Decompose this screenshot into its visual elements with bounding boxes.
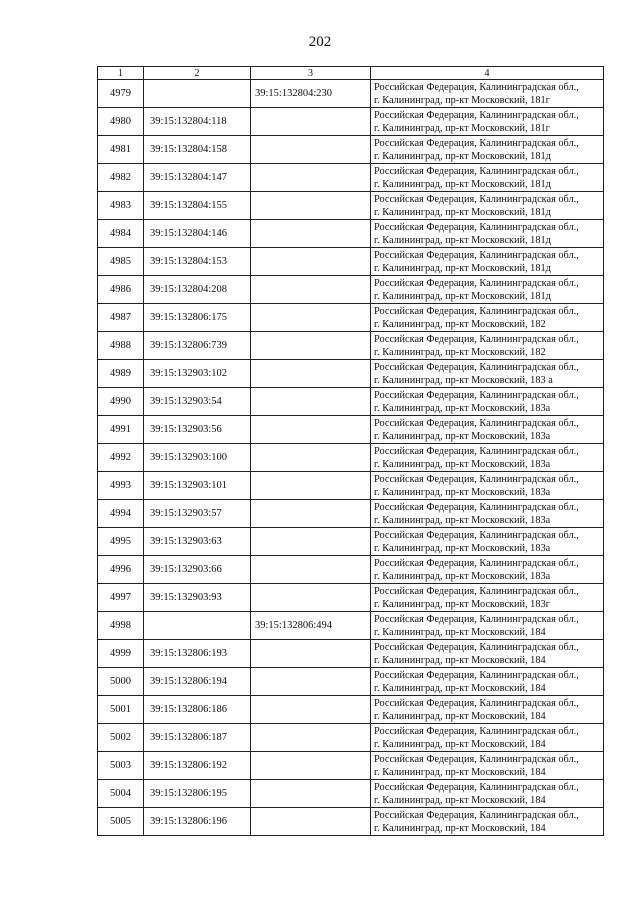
address-cell	[371, 136, 604, 164]
column-header-2: 2	[144, 67, 251, 80]
row-number-cell: 4995	[98, 528, 144, 556]
address-cell	[371, 472, 604, 500]
cadastral-number-cell: 39:15:132806:194	[144, 668, 251, 696]
column-header-4: 4	[371, 67, 604, 80]
address-line-region: Российская Федерация, Калининградская обл.,	[374, 81, 579, 93]
land-parcel-number-cell: 39:15:132806:494	[251, 612, 371, 640]
address-cell	[371, 780, 604, 808]
table-body	[98, 67, 604, 836]
address-cell	[371, 556, 604, 584]
address-line-region: Российская Федерация, Калининградская обл.,	[374, 193, 579, 205]
land-parcel-number-cell	[251, 696, 371, 724]
cadastral-number-cell	[144, 80, 251, 108]
land-parcel-number-cell	[251, 388, 371, 416]
land-parcel-number-cell	[251, 500, 371, 528]
table-row	[98, 444, 604, 472]
cadastral-number-cell: 39:15:132806:175	[144, 304, 251, 332]
row-number-cell: 4992	[98, 444, 144, 472]
address-line-region: Российская Федерация, Калининградская обл.,	[374, 697, 579, 709]
row-number-cell: 4990	[98, 388, 144, 416]
address-line-region: Российская Федерация, Калининградская обл.,	[374, 809, 579, 821]
table-row	[98, 808, 604, 836]
row-number-cell: 4998	[98, 612, 144, 640]
address-cell	[371, 500, 604, 528]
table-row	[98, 136, 604, 164]
cadastral-number-cell: 39:15:132903:101	[144, 472, 251, 500]
row-number-cell: 4993	[98, 472, 144, 500]
table-header-row	[98, 67, 604, 80]
address-line-region: Российская Федерация, Калининградская обл.,	[374, 781, 579, 793]
land-parcel-number-cell	[251, 472, 371, 500]
land-parcel-number-cell	[251, 276, 371, 304]
cadastral-number-cell: 39:15:132806:739	[144, 332, 251, 360]
cadastral-number-cell: 39:15:132806:187	[144, 724, 251, 752]
row-number-cell: 4980	[98, 108, 144, 136]
land-parcel-number-cell	[251, 136, 371, 164]
row-number-cell: 5002	[98, 724, 144, 752]
address-line-region: Российская Федерация, Калининградская обл.,	[374, 585, 579, 597]
address-line-region: Российская Федерация, Калининградская обл.,	[374, 165, 579, 177]
row-number-cell: 5004	[98, 780, 144, 808]
address-line-street: г. Калининград, пр-кт Московский, 183а	[374, 430, 551, 442]
row-number-cell: 4989	[98, 360, 144, 388]
table-row	[98, 724, 604, 752]
column-header-1: 1	[98, 67, 144, 80]
land-parcel-number-cell: 39:15:132804:230	[251, 80, 371, 108]
address-line-region: Российская Федерация, Калининградская обл.,	[374, 753, 579, 765]
address-line-street: г. Калининград, пр-кт Московский, 181д	[374, 178, 551, 190]
row-number-cell: 5001	[98, 696, 144, 724]
row-number-cell: 4994	[98, 500, 144, 528]
cadastral-number-cell: 39:15:132804:153	[144, 248, 251, 276]
address-cell	[371, 388, 604, 416]
table-row	[98, 80, 604, 108]
row-number-cell: 4986	[98, 276, 144, 304]
address-line-street: г. Калининград, пр-кт Московский, 181д	[374, 290, 551, 302]
address-cell	[371, 668, 604, 696]
address-cell	[371, 808, 604, 836]
address-line-region: Российская Федерация, Калининградская обл.,	[374, 249, 579, 261]
address-cell	[371, 192, 604, 220]
address-line-region: Российская Федерация, Калининградская обл.,	[374, 641, 579, 653]
table-row	[98, 472, 604, 500]
address-line-region: Российская Федерация, Калининградская обл.,	[374, 389, 579, 401]
address-cell	[371, 164, 604, 192]
land-parcel-number-cell	[251, 528, 371, 556]
cadastral-table	[97, 66, 604, 836]
table-row	[98, 752, 604, 780]
address-cell	[371, 612, 604, 640]
address-cell	[371, 752, 604, 780]
table-row	[98, 360, 604, 388]
address-line-street: г. Калининград, пр-кт Московский, 181г	[374, 94, 550, 106]
address-line-street: г. Калининград, пр-кт Московский, 181д	[374, 206, 551, 218]
table-row	[98, 164, 604, 192]
cadastral-number-cell: 39:15:132804:147	[144, 164, 251, 192]
cadastral-number-cell: 39:15:132804:155	[144, 192, 251, 220]
address-line-region: Российская Федерация, Калининградская обл.,	[374, 669, 579, 681]
address-line-region: Российская Федерация, Калининградская обл.,	[374, 361, 579, 373]
row-number-cell: 5003	[98, 752, 144, 780]
row-number-cell: 4982	[98, 164, 144, 192]
address-line-street: г. Калининград, пр-кт Московский, 181д	[374, 234, 551, 246]
table-row	[98, 584, 604, 612]
address-line-street: г. Калининград, пр-кт Московский, 184	[374, 654, 546, 666]
address-line-street: г. Калининград, пр-кт Московский, 182	[374, 318, 546, 330]
address-cell	[371, 584, 604, 612]
land-parcel-number-cell	[251, 304, 371, 332]
column-header-3: 3	[251, 67, 371, 80]
row-number-cell: 4983	[98, 192, 144, 220]
address-cell	[371, 248, 604, 276]
address-line-street: г. Калининград, пр-кт Московский, 183а	[374, 514, 551, 526]
address-line-street: г. Калининград, пр-кт Московский, 184	[374, 794, 546, 806]
table-row	[98, 780, 604, 808]
address-cell	[371, 528, 604, 556]
land-parcel-number-cell	[251, 248, 371, 276]
cadastral-number-cell: 39:15:132903:66	[144, 556, 251, 584]
table-row	[98, 500, 604, 528]
address-cell	[371, 696, 604, 724]
land-parcel-number-cell	[251, 332, 371, 360]
table-row	[98, 556, 604, 584]
land-parcel-number-cell	[251, 584, 371, 612]
cadastral-number-cell: 39:15:132903:56	[144, 416, 251, 444]
land-parcel-number-cell	[251, 444, 371, 472]
address-line-region: Российская Федерация, Калининградская обл.,	[374, 137, 579, 149]
address-line-region: Российская Федерация, Калининградская обл.,	[374, 473, 579, 485]
cadastral-number-cell: 39:15:132806:186	[144, 696, 251, 724]
address-line-street: г. Калининград, пр-кт Московский, 184	[374, 822, 546, 834]
table-row	[98, 332, 604, 360]
address-cell	[371, 332, 604, 360]
row-number-cell: 4987	[98, 304, 144, 332]
address-line-region: Российская Федерация, Калининградская обл.,	[374, 445, 579, 457]
address-line-street: г. Калининград, пр-кт Московский, 183а	[374, 570, 551, 582]
row-number-cell: 5000	[98, 668, 144, 696]
land-parcel-number-cell	[251, 164, 371, 192]
address-line-region: Российская Федерация, Калининградская обл.,	[374, 277, 579, 289]
table-row	[98, 640, 604, 668]
cadastral-number-cell: 39:15:132806:195	[144, 780, 251, 808]
address-line-street: г. Калининград, пр-кт Московский, 184	[374, 682, 546, 694]
cadastral-number-cell: 39:15:132804:118	[144, 108, 251, 136]
address-line-street: г. Калининград, пр-кт Московский, 183а	[374, 458, 551, 470]
table-row	[98, 304, 604, 332]
address-line-street: г. Калининград, пр-кт Московский, 183г	[374, 598, 550, 610]
land-parcel-number-cell	[251, 360, 371, 388]
address-line-street: г. Калининград, пр-кт Московский, 181д	[374, 150, 551, 162]
table-row	[98, 668, 604, 696]
cadastral-number-cell: 39:15:132903:93	[144, 584, 251, 612]
address-line-street: г. Калининград, пр-кт Московский, 182	[374, 346, 546, 358]
cadastral-number-cell: 39:15:132804:158	[144, 136, 251, 164]
address-cell	[371, 724, 604, 752]
address-cell	[371, 444, 604, 472]
table-row	[98, 696, 604, 724]
table-row	[98, 248, 604, 276]
address-cell	[371, 80, 604, 108]
address-line-region: Российская Федерация, Калининградская обл.,	[374, 417, 579, 429]
address-cell	[371, 640, 604, 668]
cadastral-number-cell	[144, 612, 251, 640]
table-row	[98, 388, 604, 416]
address-line-region: Российская Федерация, Калининградская обл.,	[374, 109, 579, 121]
address-cell	[371, 304, 604, 332]
address-line-region: Российская Федерация, Калининградская обл.,	[374, 529, 579, 541]
address-line-street: г. Калининград, пр-кт Московский, 184	[374, 626, 546, 638]
table-row	[98, 416, 604, 444]
land-parcel-number-cell	[251, 192, 371, 220]
cadastral-number-cell: 39:15:132903:102	[144, 360, 251, 388]
address-line-street: г. Калининград, пр-кт Московский, 181д	[374, 262, 551, 274]
row-number-cell: 4979	[98, 80, 144, 108]
address-line-region: Российская Федерация, Калининградская обл.,	[374, 613, 579, 625]
row-number-cell: 4991	[98, 416, 144, 444]
address-line-region: Российская Федерация, Калининградская обл.,	[374, 501, 579, 513]
land-parcel-number-cell	[251, 640, 371, 668]
land-parcel-number-cell	[251, 416, 371, 444]
cadastral-number-cell: 39:15:132806:193	[144, 640, 251, 668]
table-row	[98, 220, 604, 248]
table-row	[98, 528, 604, 556]
address-cell	[371, 276, 604, 304]
row-number-cell: 4999	[98, 640, 144, 668]
address-line-street: г. Калининград, пр-кт Московский, 184	[374, 710, 546, 722]
row-number-cell: 5005	[98, 808, 144, 836]
address-line-street: г. Калининград, пр-кт Московский, 181г	[374, 122, 550, 134]
land-parcel-number-cell	[251, 808, 371, 836]
row-number-cell: 4981	[98, 136, 144, 164]
address-line-street: г. Калининград, пр-кт Московский, 184	[374, 738, 546, 750]
address-line-region: Российская Федерация, Калининградская обл.,	[374, 557, 579, 569]
address-cell	[371, 108, 604, 136]
land-parcel-number-cell	[251, 220, 371, 248]
table-row	[98, 192, 604, 220]
address-line-street: г. Калининград, пр-кт Московский, 183а	[374, 486, 551, 498]
cadastral-number-cell: 39:15:132903:57	[144, 500, 251, 528]
row-number-cell: 4996	[98, 556, 144, 584]
cadastral-number-cell: 39:15:132903:54	[144, 388, 251, 416]
cadastral-number-cell: 39:15:132806:196	[144, 808, 251, 836]
cadastral-number-cell: 39:15:132903:100	[144, 444, 251, 472]
cadastral-number-cell: 39:15:132903:63	[144, 528, 251, 556]
row-number-cell: 4988	[98, 332, 144, 360]
address-line-region: Российская Федерация, Калининградская обл.,	[374, 305, 579, 317]
page-number: 202	[308, 34, 332, 50]
row-number-cell: 4984	[98, 220, 144, 248]
table-row	[98, 276, 604, 304]
land-parcel-number-cell	[251, 780, 371, 808]
land-parcel-number-cell	[251, 668, 371, 696]
address-line-region: Российская Федерация, Калининградская обл.,	[374, 333, 579, 345]
land-parcel-number-cell	[251, 752, 371, 780]
land-parcel-number-cell	[251, 724, 371, 752]
table-row	[98, 612, 604, 640]
table-row	[98, 108, 604, 136]
address-cell	[371, 416, 604, 444]
land-parcel-number-cell	[251, 108, 371, 136]
address-line-region: Российская Федерация, Калининградская обл.,	[374, 221, 579, 233]
row-number-cell: 4985	[98, 248, 144, 276]
address-line-street: г. Калининград, пр-кт Московский, 183а	[374, 402, 551, 414]
address-cell	[371, 220, 604, 248]
address-line-street: г. Калининград, пр-кт Московский, 183 а	[374, 374, 553, 386]
cadastral-number-cell: 39:15:132804:208	[144, 276, 251, 304]
address-cell	[371, 360, 604, 388]
address-line-street: г. Калининград, пр-кт Московский, 184	[374, 766, 546, 778]
land-parcel-number-cell	[251, 556, 371, 584]
address-line-street: г. Калининград, пр-кт Московский, 183а	[374, 542, 551, 554]
address-line-region: Российская Федерация, Калининградская обл.,	[374, 725, 579, 737]
cadastral-number-cell: 39:15:132804:146	[144, 220, 251, 248]
row-number-cell: 4997	[98, 584, 144, 612]
cadastral-number-cell: 39:15:132806:192	[144, 752, 251, 780]
